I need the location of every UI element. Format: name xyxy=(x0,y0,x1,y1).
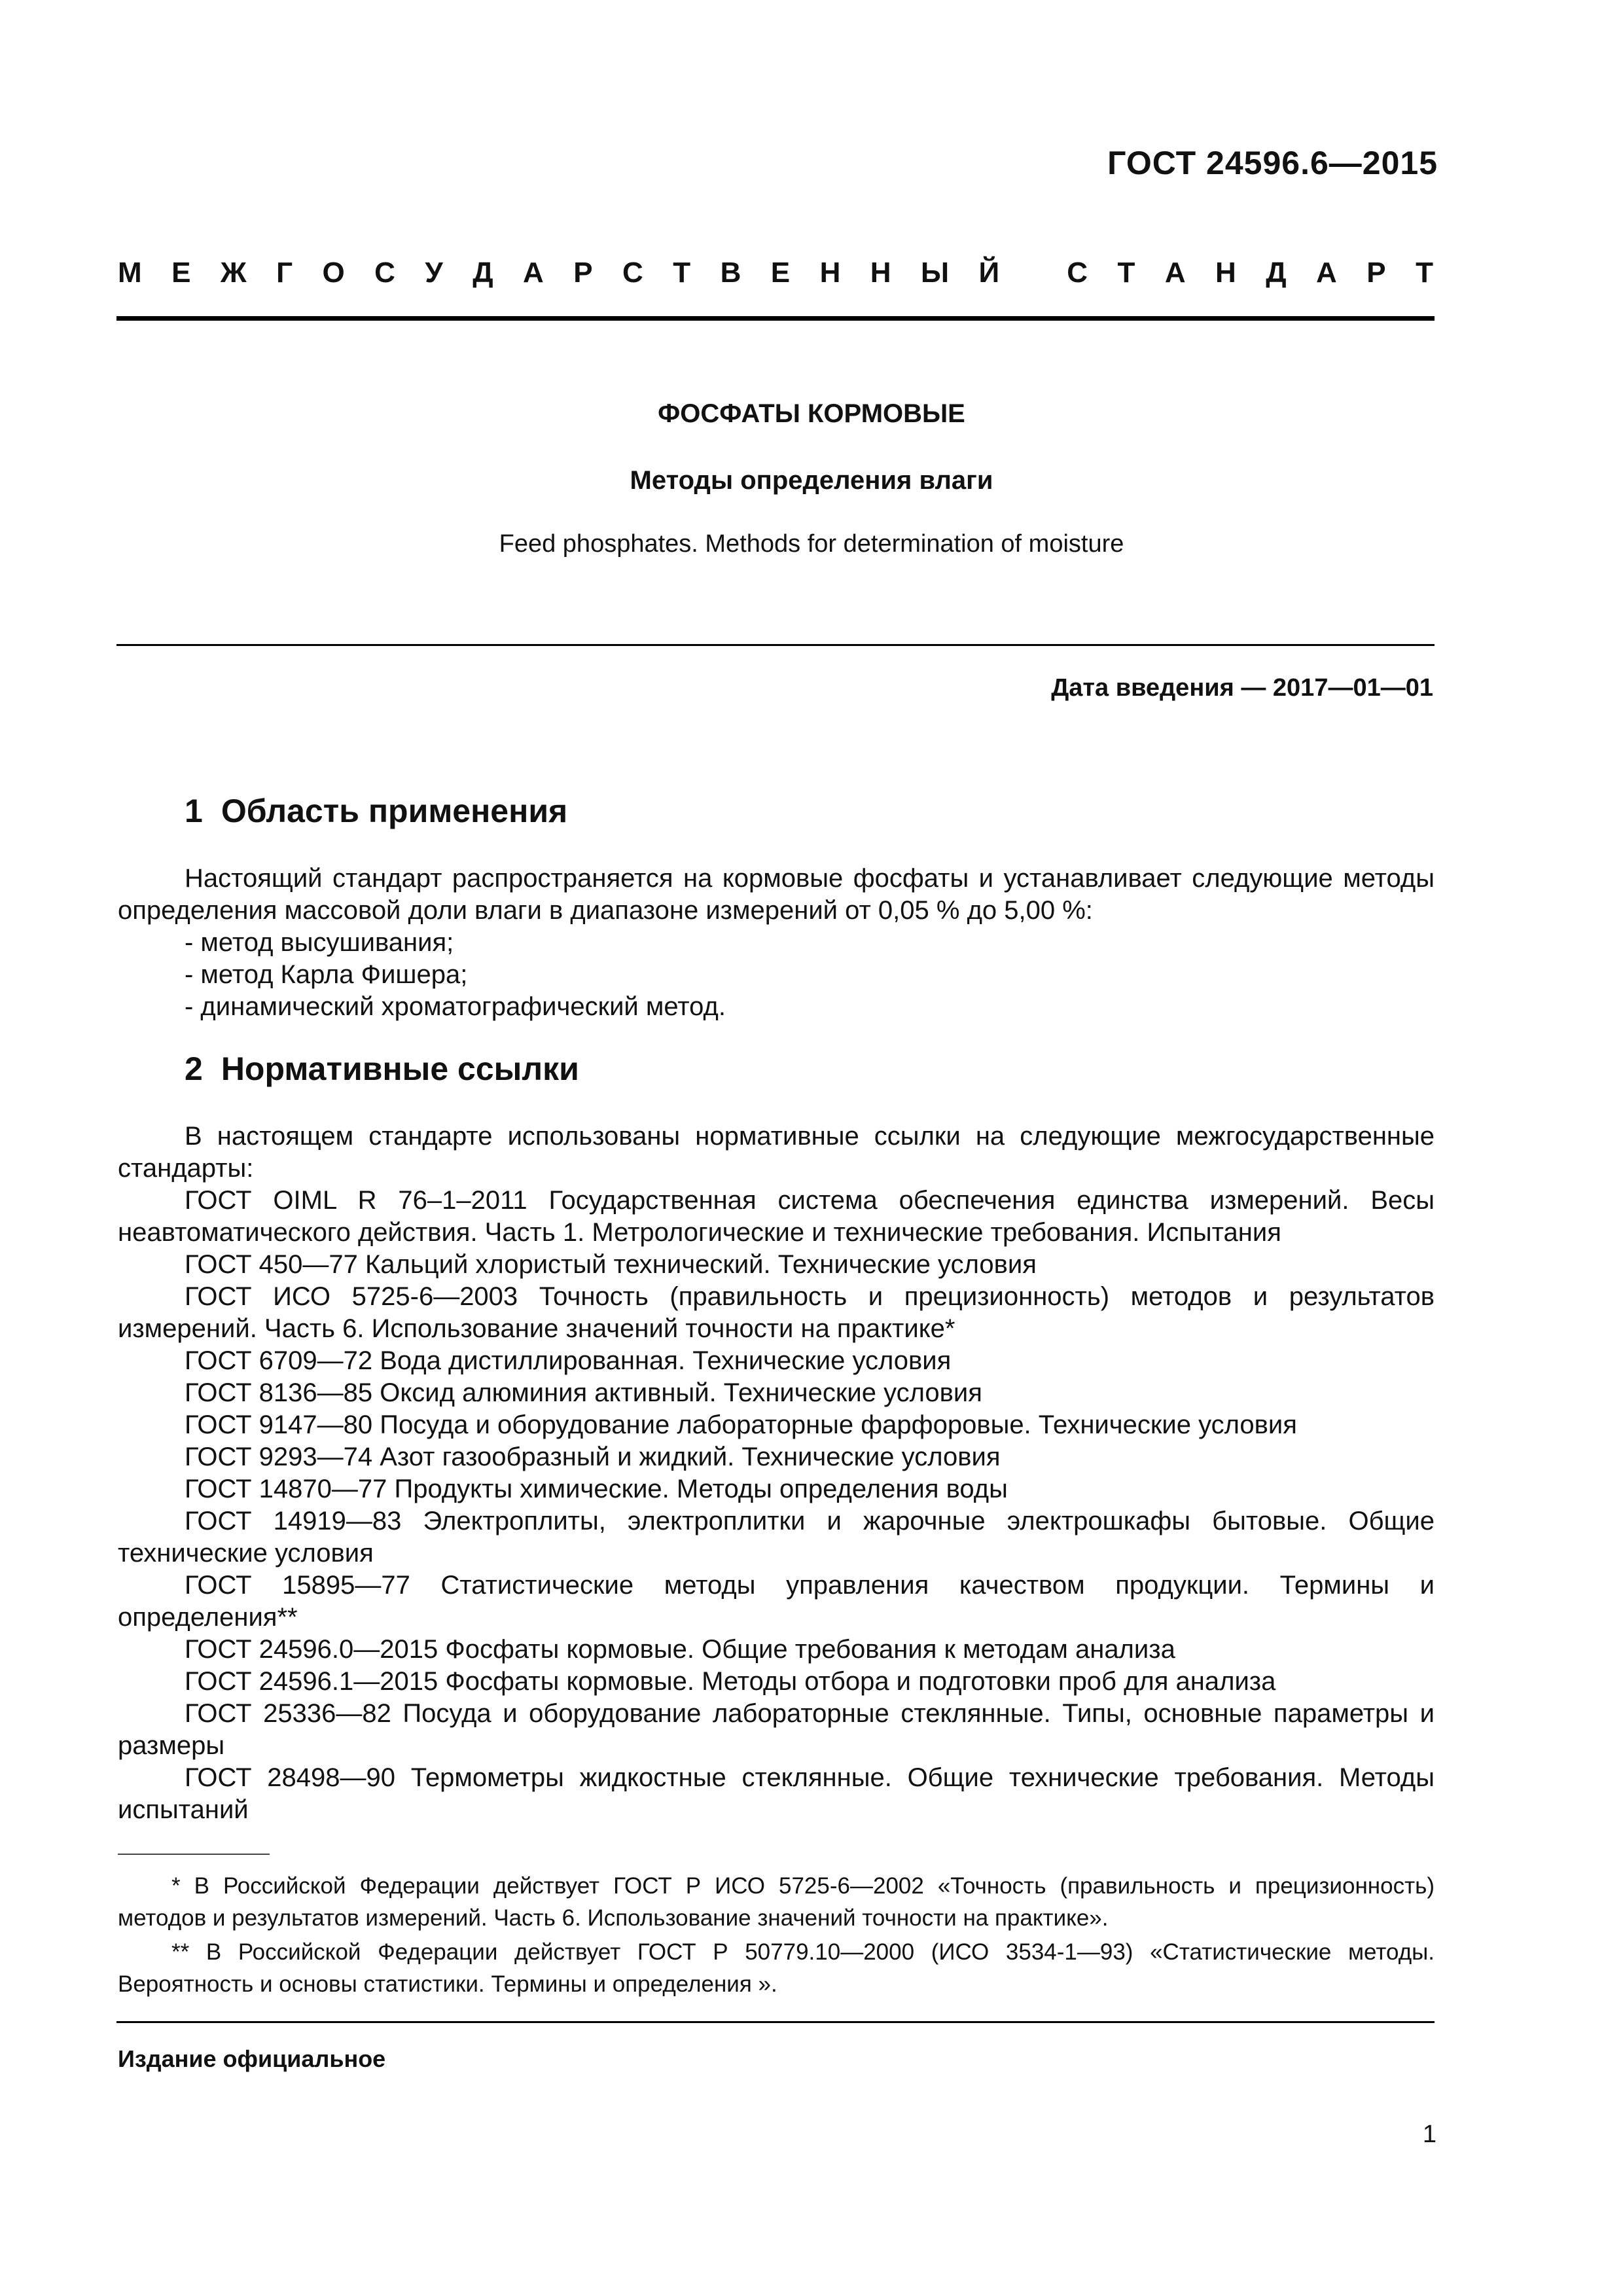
banner-letter: Н xyxy=(870,257,891,289)
section-number: 1 xyxy=(185,793,203,829)
banner-letter: Т xyxy=(1117,257,1135,289)
english-title: Feed phosphates. Methods for determination of moisture xyxy=(499,530,1124,558)
title-divider xyxy=(116,644,1435,646)
footer-divider xyxy=(116,2021,1435,2023)
banner-letter: А xyxy=(1164,257,1186,289)
reference-item: ГОСТ ИСО 5725-6—2003 Точность (правильность и прецизионность) методов и результатов измерений. Часть 6. Использование значений точности на практике* xyxy=(118,1282,1435,1343)
banner-letter: Е xyxy=(171,257,191,289)
official-edition-label: Издание официальное xyxy=(118,2045,386,2072)
document-code: ГОСТ 24596.6—2015 xyxy=(1107,145,1438,181)
banner-letter: Ж xyxy=(220,257,247,289)
banner-letter: В xyxy=(720,257,741,289)
banner-letter: А xyxy=(523,257,544,289)
banner-letter: М xyxy=(118,257,142,289)
banner-letter: Н xyxy=(1215,257,1236,289)
section-title: Нормативные ссылки xyxy=(221,1050,579,1087)
banner-letter: Г xyxy=(276,257,293,289)
banner-letter: Ы xyxy=(921,257,950,289)
interstate-standard-banner xyxy=(118,257,1433,289)
reference-item: ГОСТ 9293—74 Азот газообразный и жидкий. Технические условия xyxy=(185,1443,1001,1471)
banner-letter: А xyxy=(1316,257,1337,289)
list-item: - метод Карла Фишера; xyxy=(185,960,468,989)
reference-item: ГОСТ 450—77 Кальций хлористый технический. Технические условия xyxy=(185,1250,1037,1279)
footnotes xyxy=(118,1870,1435,2002)
reference-item: ГОСТ 14919—83 Электроплиты, электроплитки и жарочные электрошкафы бытовые. Общие технические условия xyxy=(118,1507,1435,1568)
section-1-heading xyxy=(185,792,567,830)
banner-letter: С xyxy=(622,257,643,289)
reference-item: ГОСТ 25336—82 Посуда и оборудование лабораторные стеклянные. Типы, основные параметры и размеры xyxy=(118,1699,1435,1760)
reference-item: ГОСТ 24596.1—2015 Фосфаты кормовые. Методы отбора и подготовки проб для анализа xyxy=(185,1667,1276,1696)
footnote: * В Российской Федерации действует ГОСТ Р ИСО 5725-6—2002 «Точность (правильность и прецизионность) методов и результатов измерений. Часть 6. Использование значений точности на практике». xyxy=(118,1873,1435,1931)
reference-item: ГОСТ 6709—72 Вода дистиллированная. Технические условия xyxy=(185,1346,952,1375)
section-title: Область применения xyxy=(221,793,568,829)
banner-letter: Д xyxy=(1266,257,1287,289)
banner-letter: С xyxy=(1067,257,1088,289)
banner-letter: Д xyxy=(473,257,493,289)
header-divider xyxy=(116,316,1435,321)
banner-letter: Т xyxy=(1416,257,1433,289)
list-item: - метод высушивания; xyxy=(185,928,454,957)
banner-letter: Р xyxy=(573,257,593,289)
banner-letter: Т xyxy=(673,257,691,289)
footnote: ** В Российской Федерации действует ГОСТ Р 50779.10—2000 (ИСО 3534-1—93) «Статистические методы. Вероятность и основы статистики. Термины и определения ». xyxy=(118,1939,1435,1997)
banner-letter: У xyxy=(425,257,443,289)
introduction-date: Дата введения — 2017—01—01 xyxy=(1051,674,1433,702)
reference-item: ГОСТ 28498—90 Термометры жидкостные стеклянные. Общие технические требования. Методы испытаний xyxy=(118,1763,1435,1824)
document-title: ФОСФАТЫ КОРМОВЫЕ xyxy=(658,399,965,428)
section-2-intro: В настоящем стандарте использованы нормативные ссылки на следующие межгосударственные стандарты: xyxy=(118,1122,1435,1183)
banner-letter: Н xyxy=(819,257,841,289)
reference-item: ГОСТ OIML R 76–1–2011 Государственная система обеспечения единства измерений. Весы неавтоматического действия. Часть 1. Метрологические и технические требования. Испытания xyxy=(118,1186,1435,1247)
banner-letter: С xyxy=(374,257,395,289)
footnote-divider xyxy=(118,1854,270,1855)
banner-gap xyxy=(1029,257,1037,289)
section-2-heading xyxy=(185,1050,579,1088)
reference-item: ГОСТ 8136—85 Оксид алюминия активный. Технические условия xyxy=(185,1378,982,1407)
reference-item: ГОСТ 14870—77 Продукты химические. Методы определения воды xyxy=(185,1475,1008,1503)
page-number: 1 xyxy=(1422,2121,1436,2148)
list-item: - динамический хроматографический метод. xyxy=(185,992,726,1021)
banner-letter: Й xyxy=(978,257,1000,289)
banner-letter: О xyxy=(322,257,345,289)
banner-letter: Р xyxy=(1366,257,1386,289)
section-1-paragraph: Настоящий стандарт распространяется на кормовые фосфаты и устанавливает следующие методы определения массовой доли влаги в диапазоне измерений от 0,05 % до 5,00 %: xyxy=(118,864,1435,925)
reference-item: ГОСТ 9147—80 Посуда и оборудование лабораторные фарфоровые. Технические условия xyxy=(185,1410,1297,1439)
document-subtitle: Методы определения влаги xyxy=(630,466,993,495)
section-2-body xyxy=(118,1121,1435,1826)
banner-letter: Е xyxy=(770,257,791,289)
section-1-body xyxy=(118,863,1435,1023)
reference-item: ГОСТ 15895—77 Статистические методы управления качеством продукции. Термины и определения** xyxy=(118,1571,1435,1632)
section-number: 2 xyxy=(185,1050,203,1087)
reference-item: ГОСТ 24596.0—2015 Фосфаты кормовые. Общие требования к методам анализа xyxy=(185,1635,1175,1664)
